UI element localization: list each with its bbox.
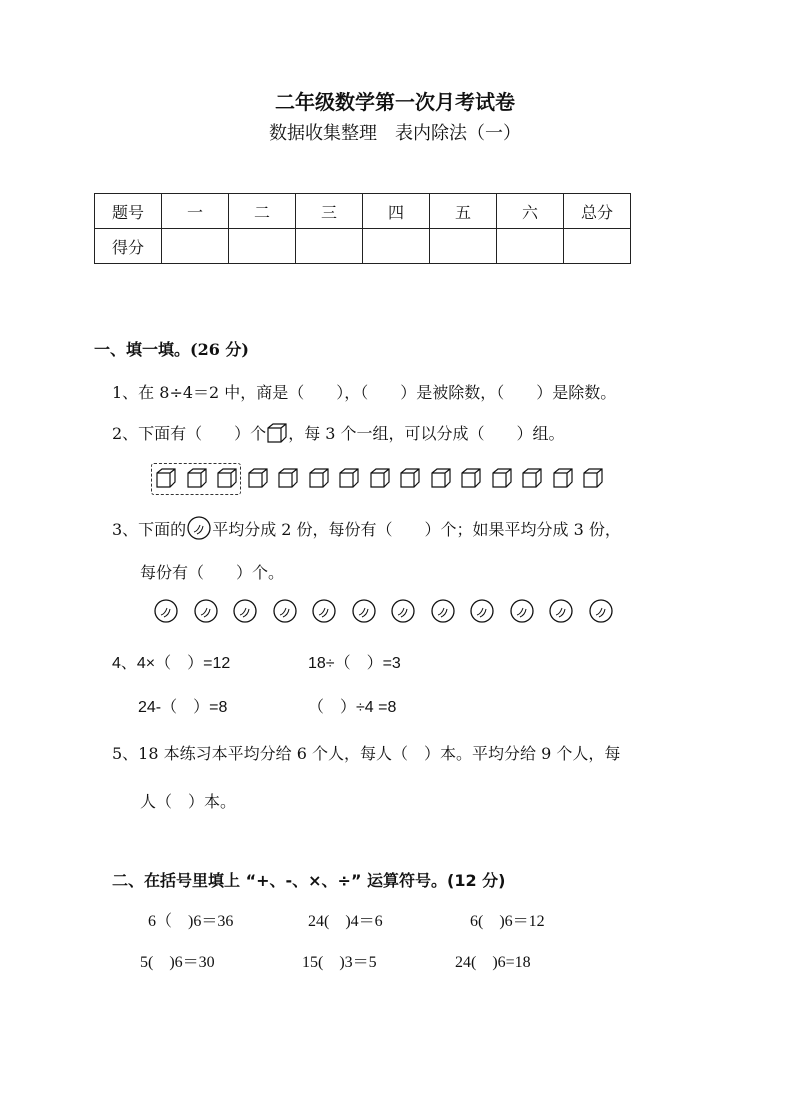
peach-icon bbox=[186, 515, 212, 541]
table-row bbox=[95, 229, 631, 264]
question-4b: 18÷（ ）=3 bbox=[308, 655, 401, 672]
peach-icon bbox=[469, 598, 495, 624]
section2-heading: 二、在括号里填上 “+、-、×、÷” 运算符号。(12 分) bbox=[112, 871, 506, 890]
score-table bbox=[94, 193, 631, 264]
cube-icon bbox=[399, 467, 421, 489]
cube-icon bbox=[460, 467, 482, 489]
question-3-line-2: 每份有（ ）个。 bbox=[140, 563, 285, 582]
section1-heading: 一、填一填。(26 分) bbox=[94, 340, 249, 359]
cube-icon bbox=[369, 467, 391, 489]
peach-icon bbox=[193, 598, 219, 624]
score-input-cell[interactable] bbox=[363, 229, 430, 264]
peach-icon bbox=[390, 598, 416, 624]
peach-icon bbox=[232, 598, 258, 624]
table-cell: 二 bbox=[229, 194, 296, 229]
question-3-text-b: 平均分成 2 份，每份有（ ）个；如果平均分成 3 份， bbox=[212, 519, 621, 539]
cube-icon bbox=[491, 467, 513, 489]
peach-icon bbox=[548, 598, 574, 624]
table-cell: 题号 bbox=[95, 194, 162, 229]
cube-icon bbox=[582, 467, 604, 489]
table-cell: 得分 bbox=[95, 229, 162, 264]
table-cell: 一 bbox=[162, 194, 229, 229]
equation: 15( )3＝5 bbox=[302, 954, 377, 971]
cube-icon bbox=[247, 467, 269, 489]
question-5: 5、18 本练习本平均分给 6 个人，每人（ ）本。平均分给 9 个人，每 bbox=[112, 744, 621, 763]
table-cell: 六 bbox=[497, 194, 564, 229]
question-3-text-a: 3、下面的 bbox=[112, 519, 187, 539]
cube-icon bbox=[308, 467, 330, 489]
question-4c: 24-（ ）=8 bbox=[138, 699, 228, 716]
peach-icon bbox=[351, 598, 377, 624]
peach-icon bbox=[153, 598, 179, 624]
question-4d: （ ）÷4 =8 bbox=[308, 699, 397, 716]
score-input-cell[interactable] bbox=[564, 229, 631, 264]
cube-icon bbox=[186, 467, 208, 489]
score-input-cell[interactable] bbox=[430, 229, 497, 264]
cube-icon bbox=[430, 467, 452, 489]
cube-icon bbox=[338, 467, 360, 489]
question-1: 1、在 8÷4＝2 中，商是（ ），（ ）是被除数，（ ）是除数。 bbox=[112, 383, 617, 402]
score-input-cell[interactable] bbox=[162, 229, 229, 264]
question-3 bbox=[112, 515, 621, 541]
page-subtitle: 数据收集整理 表内除法（一） bbox=[269, 123, 521, 144]
table-cell: 总分 bbox=[564, 194, 631, 229]
question-2-text-b: ，每 3 个一组，可以分成（ ）组。 bbox=[288, 424, 565, 443]
peach-icon bbox=[272, 598, 298, 624]
cube-icon bbox=[521, 467, 543, 489]
equation: 6( )6＝12 bbox=[470, 913, 545, 930]
equation: 6（ )6＝36 bbox=[148, 913, 234, 930]
equation: 5( )6＝30 bbox=[140, 954, 215, 971]
cube-icon bbox=[266, 422, 288, 444]
peach-icon bbox=[588, 598, 614, 624]
table-cell: 四 bbox=[363, 194, 430, 229]
cube-icon bbox=[155, 467, 177, 489]
question-4a: 4、4×（ ）=12 bbox=[112, 655, 231, 672]
table-cell: 五 bbox=[430, 194, 497, 229]
peach-icon bbox=[430, 598, 456, 624]
question-2 bbox=[112, 421, 565, 444]
peach-icon bbox=[509, 598, 535, 624]
peach-icon bbox=[311, 598, 337, 624]
equation: 24( )4＝6 bbox=[308, 913, 383, 930]
table-row bbox=[95, 194, 631, 229]
score-input-cell[interactable] bbox=[296, 229, 363, 264]
cube-icon bbox=[216, 467, 238, 489]
score-input-cell[interactable] bbox=[497, 229, 564, 264]
cube-icon bbox=[277, 467, 299, 489]
table-cell: 三 bbox=[296, 194, 363, 229]
score-input-cell[interactable] bbox=[229, 229, 296, 264]
cube-icon bbox=[552, 467, 574, 489]
equation: 24( )6=18 bbox=[455, 954, 531, 971]
page-title: 二年级数学第一次月考试卷 bbox=[275, 90, 515, 114]
question-5-line-2: 人（ ）本。 bbox=[140, 792, 237, 811]
question-2-text-a: 2、下面有（ ）个 bbox=[112, 424, 267, 443]
